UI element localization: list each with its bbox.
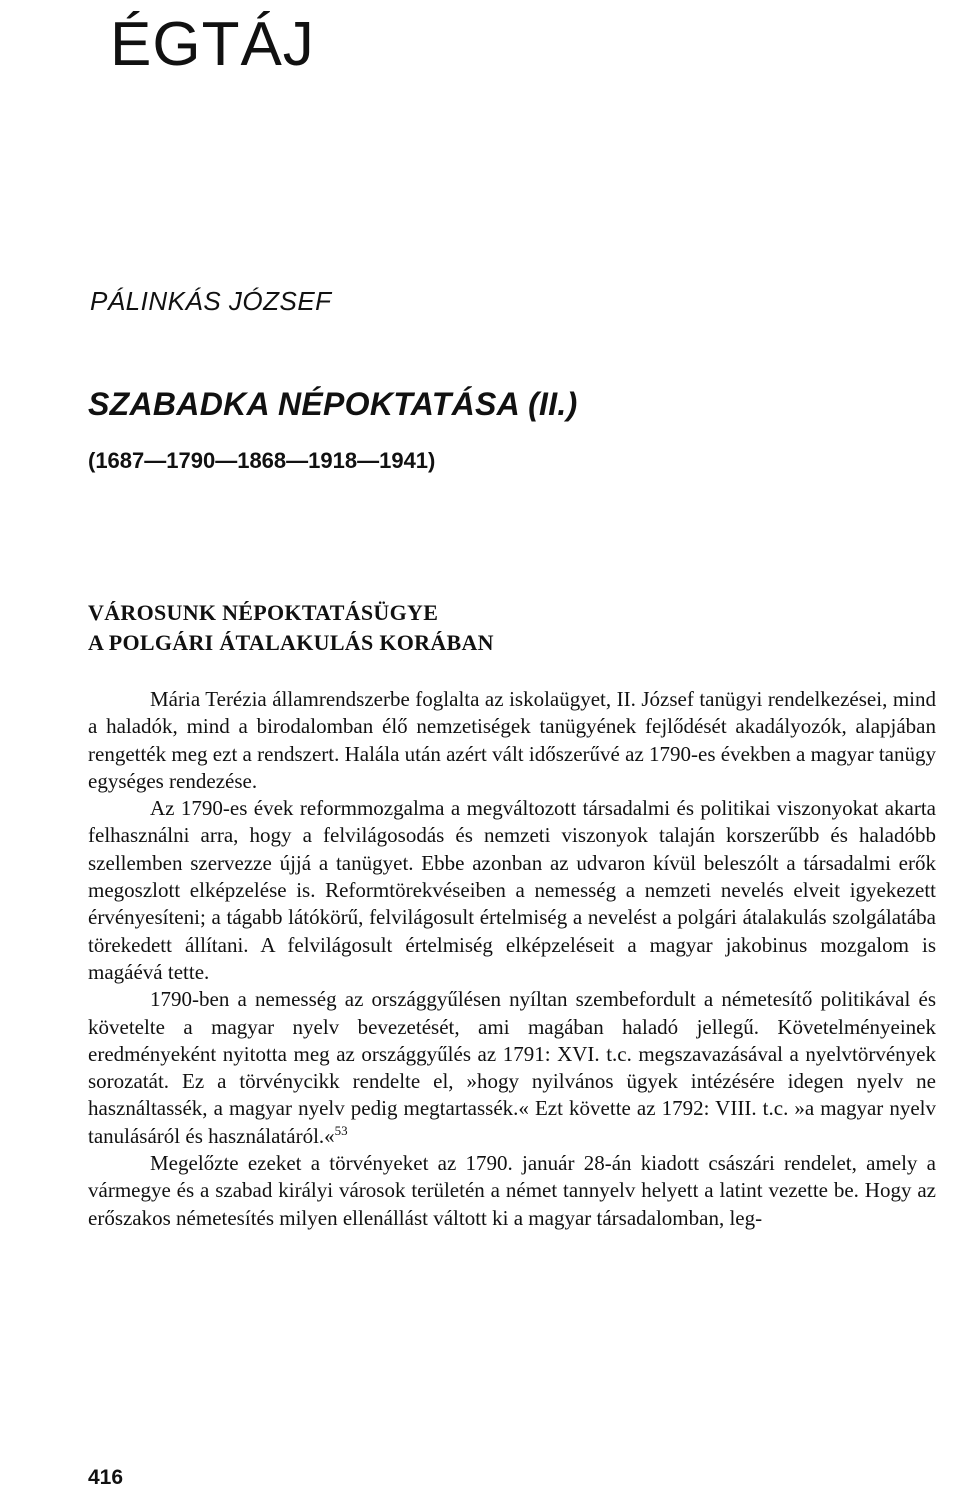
journal-title: ÉGTÁJ [110,10,315,79]
paragraph-4: Megelőzte ezeket a törvényeket az 1790. január 28-án kiadott császári rendelet, amely a vármegye és a szabad királyi városok területén a német tannyelv helyett a latint vezette be. Hogy az erőszakos németesítés milyen ellenállást váltott ki a magyar társadalomban, leg- [88,1151,936,1230]
article-body [88,686,936,1232]
paragraph-3-text: 1790-ben a nemesség az országgyűlésen nyíltan szembefordult a németesítő politikával és követelte a magyar nyelv bevezetését, ami magában haladó jellegű. Követelményeinek eredményeként nyitotta meg az országgyűlés az 1791: XVI. t.c. megszavazásával a nyelvtörvények sorozatát. Ez a törvénycikk rendelte el, »hogy nyilvános ügyek intézésére idegen nyelv ne használtassék, a magyar nyelv pedig megtartassék.« Ezt követte az 1792: VIII. t.c. »a magyar nyelv tanulásáról és használatáról.« [88,987,936,1148]
page-number: 416 [88,1466,124,1489]
section-heading [88,598,494,658]
author-name: PÁLINKÁS JÓZSEF [90,286,332,316]
article-subtitle: (1687—1790—1868—1918—1941) [88,448,436,473]
section-heading-line-1: VÁROSUNK NÉPOKTATÁSÜGYE [88,600,439,625]
footnote-reference: 53 [334,1122,348,1138]
paragraph-3 [88,986,936,1150]
paragraph-2: Az 1790-es évek reformmozgalma a megváltozott társadalmi és politikai viszonyokat akarta felhasználni arra, hogy a felvilágosodás és nemzeti viszonyok talaján korszerűbb és haladóbb szellemben szervezze újjá a tanügyet. Ebbe azonban az udvaron kívül beleszólt a társadalmi erők megoszlott elképzelése is. Reformtörekvéseiben a nemesség a nemzeti nevelés elveit igyekezett érvényesíteni; a tágabb látókörű, felvilágosult értelmiség a nevelést a polgári átalakulás szolgálatába törekedett állítani. A felvilágosult értelmiség elképzeléseit a magyar jakobinus mozgalom is magáévá tette. [88,796,936,984]
article-title: SZABADKA NÉPOKTATÁSA (II.) [88,386,578,422]
section-heading-line-2: A POLGÁRI ÁTALAKULÁS KORÁBAN [88,630,494,655]
paragraph-1: Mária Terézia államrendszerbe foglalta az iskolaügyet, II. József tanügyi rendelkezései, mind a haladók, mind a birodalomban élő nemzetiségek tanügyének fejlődését akadályozók, alapjában rengették meg ezt a rendszert. Halála után azért vált időszerűvé az 1790-es években a magyar tanügy egységes rendezése. [88,687,936,793]
